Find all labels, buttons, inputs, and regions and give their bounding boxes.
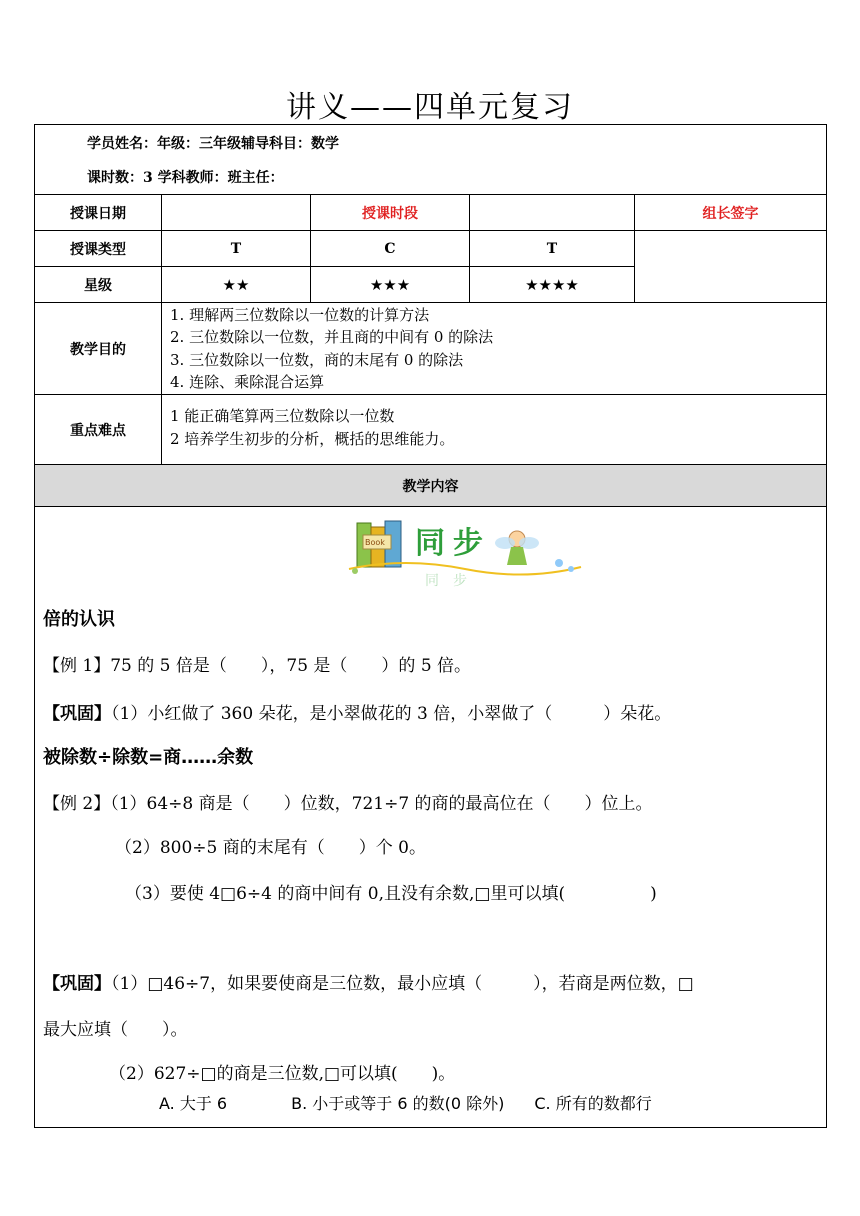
section-heading: 被除数÷除数=商……余数 <box>43 747 254 768</box>
consolidate-2-part: （2）627÷□的商是三位数,□可以填( )。 <box>109 1064 456 1084</box>
book-label: Book <box>365 538 385 547</box>
page-title: 讲义——四单元复习 <box>286 90 574 125</box>
consolidate-2-cont: 最大应填（ ）。 <box>43 1020 188 1040</box>
content-row <box>35 507 827 1128</box>
consolidate-2 <box>43 969 694 994</box>
key-item: 2 培养学生初步的分析，概括的思维能力。 <box>170 429 455 448</box>
goal-item: 4. 连除、乘除混合运算 <box>170 373 325 391</box>
leader-sign-area[interactable] <box>635 231 827 303</box>
consolidate-tag: 【巩固】 <box>43 704 111 724</box>
consolidate-text: （1）□46÷7，如果要使商是三位数，最小应填（ ），若商是两位数，□ <box>111 974 694 994</box>
goal-item: 3. 三位数除以一位数，商的末尾有 0 的除法 <box>170 350 464 369</box>
example-text: 75 的 5 倍是（ ），75 是（ ）的 5 倍。 <box>110 656 472 676</box>
type-value: T <box>162 231 311 267</box>
consolidate-tag: 【巩固】 <box>43 974 111 994</box>
content-label: 教学内容 <box>35 465 827 507</box>
books-icon <box>357 521 401 567</box>
star-rating: ★★★ <box>311 267 470 303</box>
class-info: 课时数：3 学科教师：班主任： <box>87 169 284 186</box>
lesson-table <box>34 124 827 1128</box>
period-value[interactable] <box>470 195 635 231</box>
period-label: 授课时段 <box>311 195 470 231</box>
star-rating: ★★ <box>162 267 311 303</box>
info-row <box>35 125 827 195</box>
type-value: T <box>470 231 635 267</box>
logo-text: 同步 <box>415 526 491 561</box>
goal-item: 1. 理解两三位数除以一位数的计算方法 <box>170 305 430 324</box>
example-2 <box>43 789 653 814</box>
fairy-icon <box>495 531 539 565</box>
option-b[interactable]: B. 小于或等于 6 的数(0 除外) <box>291 1094 505 1113</box>
type-label: 授课类型 <box>35 231 162 267</box>
goal-row <box>35 303 827 395</box>
example-2-part: （3）要使 4□6÷4 的商中间有 0,且没有余数,□里可以填( ) <box>125 884 657 904</box>
example-text: （1）64÷8 商是（ ）位数，721÷7 的商的最高位在（ ）位上。 <box>110 794 653 814</box>
content-header-row <box>35 465 827 507</box>
options-row <box>159 1091 652 1114</box>
consolidate-text: （1）小红做了 360 朵花，是小翠做花的 3 倍，小翠做了（ ）朵花。 <box>111 704 672 724</box>
content-area <box>35 507 826 1127</box>
logo-reflection: 同步 <box>425 573 481 589</box>
option-a[interactable]: A. 大于 6 <box>159 1094 228 1113</box>
sync-logo <box>345 513 585 591</box>
type-row <box>35 231 827 267</box>
option-c[interactable]: C. 所有的数都行 <box>534 1094 652 1113</box>
example-tag: 【例 1】 <box>43 656 111 676</box>
example-tag: 【例 2】 <box>43 794 111 814</box>
section-heading: 倍的认识 <box>43 609 115 630</box>
key-item: 1 能正确笔算两三位数除以一位数 <box>170 407 395 425</box>
key-list <box>162 395 827 465</box>
leader-sign-label: 组长签字 <box>635 195 827 231</box>
goal-label: 教学目的 <box>35 303 162 395</box>
key-label: 重点难点 <box>35 395 162 465</box>
date-label: 授课日期 <box>35 195 162 231</box>
type-value: C <box>311 231 470 267</box>
goal-list <box>162 303 827 395</box>
student-info: 学员姓名：年级：三年级辅导科目：数学 <box>87 135 339 152</box>
key-row <box>35 395 827 465</box>
date-value[interactable] <box>162 195 311 231</box>
example-2-part: （2）800÷5 商的末尾有（ ）个 0。 <box>115 838 426 858</box>
star-rating: ★★★★ <box>470 267 635 303</box>
consolidate-1 <box>43 699 671 724</box>
example-1 <box>43 651 471 676</box>
goal-item: 2. 三位数除以一位数，并且商的中间有 0 的除法 <box>170 328 494 346</box>
date-row <box>35 195 827 231</box>
star-label: 星级 <box>35 267 162 303</box>
